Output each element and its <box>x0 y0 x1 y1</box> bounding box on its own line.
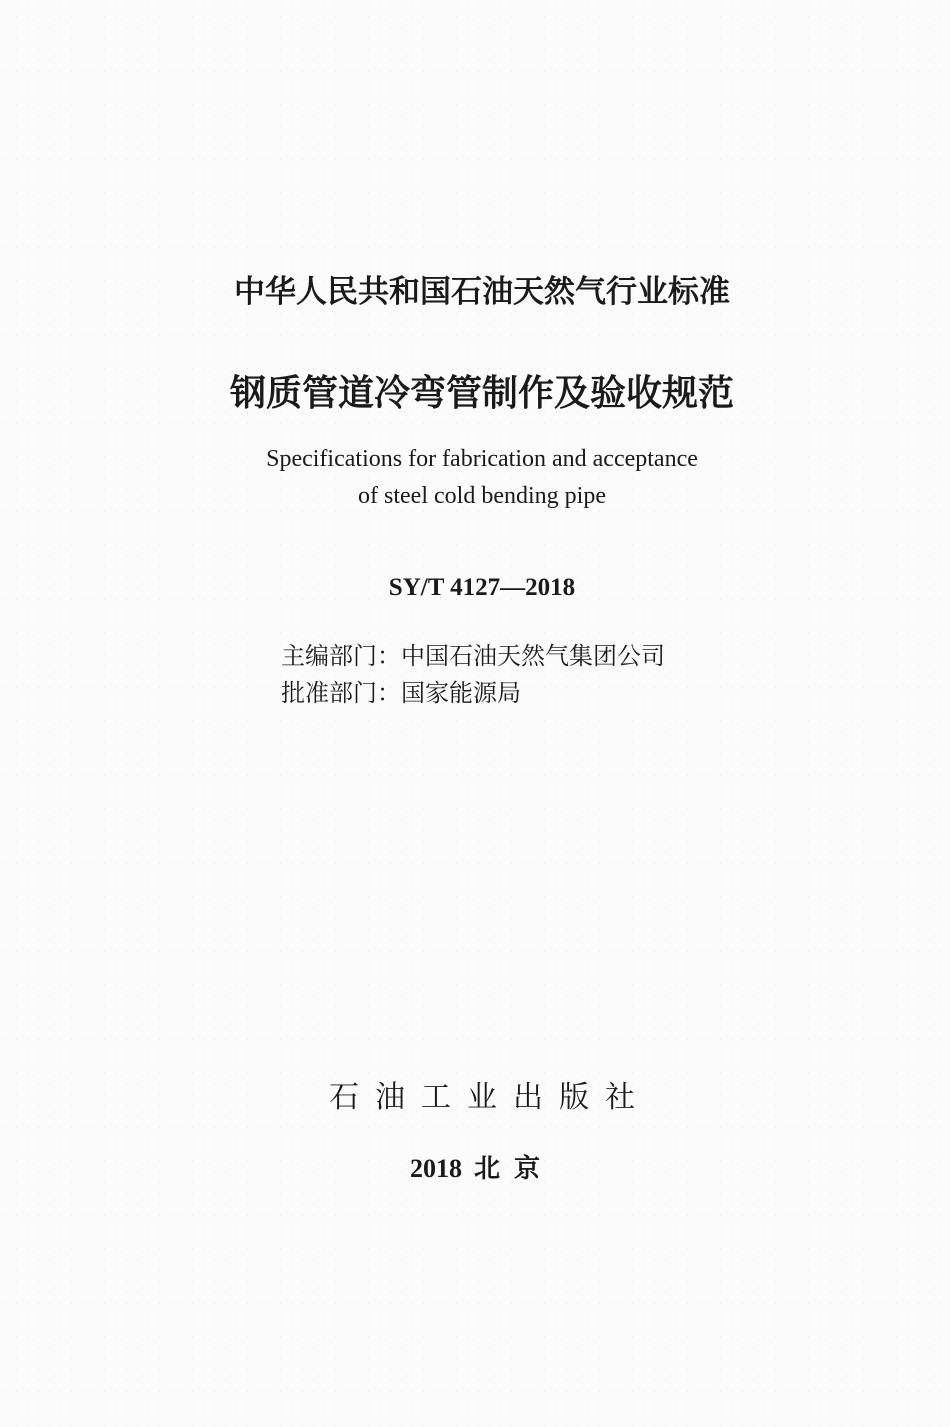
publication-info <box>0 1148 950 1185</box>
document-title-english-line1: Specifications for fabrication and acceptance <box>266 446 698 472</box>
document-title-english-line2: of steel cold bending pipe <box>358 483 606 509</box>
editor-label: 主编部门： <box>281 642 401 670</box>
editor-row <box>281 638 665 675</box>
document-title-chinese: 钢质管道冷弯管制作及验收规范 <box>229 373 734 414</box>
publisher-name: 石油工业出版社 <box>329 1080 651 1115</box>
organization-block <box>281 638 665 712</box>
approver-value: 国家能源局 <box>401 679 521 707</box>
publication-city: 北京 <box>473 1154 554 1184</box>
approver-row <box>281 675 665 712</box>
editor-value: 中国石油天然气集团公司 <box>401 642 665 670</box>
approver-label: 批准部门： <box>281 679 401 707</box>
standard-code: SY/T 4127—2018 <box>388 574 576 601</box>
publication-year: 2018 <box>409 1154 462 1183</box>
standard-category-heading: 中华人民共和国石油天然气行业标准 <box>234 274 730 310</box>
